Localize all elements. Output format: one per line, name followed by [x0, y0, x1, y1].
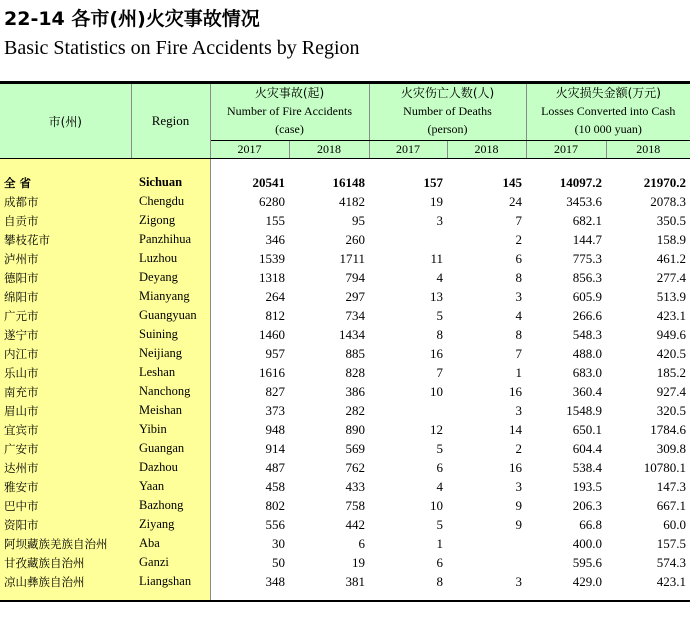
table-row — [0, 230, 690, 249]
value-cell-los2017: 548.3 — [572, 326, 602, 342]
value-cell-dea2017: 8 — [369, 572, 447, 601]
value-cell-acc2018: 442 — [345, 516, 365, 532]
header-region: Region — [131, 83, 210, 159]
value-cell-los2017: 595.6 — [572, 554, 602, 570]
city-cell: 全 省 — [0, 159, 131, 193]
value-cell-dea2017: 4 — [436, 478, 443, 494]
value-cell-acc2018: 1711 — [339, 250, 365, 266]
value-cell-dea2018: 14 — [509, 421, 522, 437]
region-cell: Guangan — [131, 439, 210, 458]
page-title-en: Basic Statistics on Fire Accidents by Region — [4, 37, 360, 59]
table-row — [0, 192, 690, 211]
table-row — [0, 458, 690, 477]
value-cell-acc2018: 282 — [345, 402, 365, 418]
value-cell-acc2017: 556 — [265, 516, 285, 532]
value-cell-dea2017 — [369, 230, 447, 249]
value-cell-dea2018: 6 — [515, 250, 522, 266]
value-cell-dea2018: 4 — [515, 307, 522, 323]
table-body — [0, 159, 690, 602]
region-cell: Ziyang — [131, 515, 210, 534]
header-accidents-cn: 火灾事故(起) — [254, 86, 325, 100]
table-row — [0, 268, 690, 287]
value-cell-dea2018 — [447, 534, 526, 553]
value-cell-acc2017: 348 — [210, 572, 289, 601]
city-cell: 南充市 — [0, 382, 131, 401]
city-cell: 广元市 — [0, 306, 131, 325]
value-cell-dea2018: 9 — [515, 497, 522, 513]
city-cell: 凉山彝族自治州 — [0, 572, 131, 601]
value-cell-acc2018: 260 — [345, 231, 365, 247]
header-losses-en: Losses Converted into Cash — [541, 104, 676, 118]
region-cell: Chengdu — [131, 192, 210, 211]
value-cell-los2018: 10780.1 — [643, 459, 687, 475]
value-cell-los2018: 513.9 — [656, 288, 687, 304]
header-losses — [526, 83, 690, 141]
header-accidents — [210, 83, 369, 141]
value-cell-los2017: 206.3 — [572, 497, 602, 513]
value-cell-dea2017: 10 — [430, 497, 443, 513]
header-year: 2018 — [289, 141, 369, 159]
value-cell-acc2018: 16148 — [332, 174, 365, 190]
value-cell-acc2017: 30 — [272, 535, 285, 551]
city-cell: 资阳市 — [0, 515, 131, 534]
table-row — [0, 306, 690, 325]
value-cell-dea2018: 8 — [515, 269, 522, 285]
region-cell: Panzhihua — [131, 230, 210, 249]
table-row — [0, 344, 690, 363]
value-cell-los2018: 423.1 — [656, 307, 687, 323]
header-deaths-en: Number of Deaths — [403, 104, 492, 118]
value-cell-los2017: 144.7 — [572, 231, 602, 247]
region-cell: Leshan — [131, 363, 210, 382]
value-cell-acc2018: 433 — [345, 478, 365, 494]
value-cell-acc2017: 948 — [265, 421, 285, 437]
header-year: 2017 — [369, 141, 447, 159]
value-cell-acc2017: 155 — [265, 212, 285, 228]
value-cell-los2018: 157.5 — [656, 535, 687, 551]
value-cell-dea2018: 3 — [515, 288, 522, 304]
value-cell-los2018: 949.6 — [656, 326, 687, 342]
value-cell-dea2017: 11 — [430, 250, 443, 266]
header-losses-cn: 火灾损失金额(万元) — [555, 86, 661, 100]
value-cell-acc2018: 95 — [352, 212, 365, 228]
value-cell-acc2017: 264 — [265, 288, 285, 304]
region-cell: Dazhou — [131, 458, 210, 477]
value-cell-dea2018: 2 — [515, 440, 522, 456]
value-cell-los2018: 320.5 — [656, 402, 687, 418]
value-cell-dea2017: 157 — [423, 174, 443, 190]
value-cell-acc2018: 762 — [345, 459, 365, 475]
header-city: 市(州) — [0, 83, 131, 159]
city-cell: 内江市 — [0, 344, 131, 363]
table-row — [0, 363, 690, 382]
value-cell-los2017: 429.0 — [526, 572, 606, 601]
value-cell-dea2018: 16 — [509, 459, 522, 475]
value-cell-acc2017: 827 — [265, 383, 285, 399]
region-cell: Mianyang — [131, 287, 210, 306]
value-cell-los2018: 2078.3 — [650, 193, 687, 209]
value-cell-los2018: 350.5 — [656, 212, 687, 228]
value-cell-los2017: 3453.6 — [566, 193, 602, 209]
value-cell-los2018: 60.0 — [663, 516, 687, 532]
value-cell-los2017: 488.0 — [572, 345, 602, 361]
value-cell-acc2018: 1434 — [339, 326, 365, 342]
value-cell-acc2017: 1318 — [259, 269, 285, 285]
value-cell-acc2017: 6280 — [259, 193, 285, 209]
city-cell: 巴中市 — [0, 496, 131, 515]
value-cell-los2017: 1548.9 — [566, 402, 602, 418]
value-cell-acc2017: 20541 — [252, 174, 285, 190]
table-row — [0, 420, 690, 439]
value-cell-acc2017: 458 — [265, 478, 285, 494]
value-cell-acc2017: 914 — [265, 440, 285, 456]
value-cell-los2017: 856.3 — [572, 269, 602, 285]
header-losses-unit: (10 000 yuan) — [574, 122, 642, 136]
value-cell-los2017: 538.4 — [572, 459, 602, 475]
region-cell: Deyang — [131, 268, 210, 287]
value-cell-los2017: 650.1 — [572, 421, 602, 437]
value-cell-dea2017: 1 — [436, 535, 443, 551]
value-cell-dea2018: 7 — [515, 345, 522, 361]
value-cell-dea2017: 3 — [436, 212, 443, 228]
value-cell-dea2017: 16 — [430, 345, 443, 361]
table-row — [0, 515, 690, 534]
region-cell: Ganzi — [131, 553, 210, 572]
value-cell-dea2017 — [369, 401, 447, 420]
value-cell-dea2018: 3 — [515, 478, 522, 494]
value-cell-los2018: 423.1 — [606, 572, 690, 601]
region-cell: Guangyuan — [131, 306, 210, 325]
value-cell-dea2018: 16 — [509, 383, 522, 399]
value-cell-dea2017: 4 — [436, 269, 443, 285]
region-cell: Yaan — [131, 477, 210, 496]
city-cell: 泸州市 — [0, 249, 131, 268]
value-cell-los2017: 193.5 — [572, 478, 602, 494]
value-cell-acc2017: 957 — [265, 345, 285, 361]
value-cell-dea2017: 6 — [436, 459, 443, 475]
value-cell-dea2018: 3 — [447, 572, 526, 601]
value-cell-los2017: 683.0 — [572, 364, 602, 380]
value-cell-los2018: 309.8 — [656, 440, 687, 456]
value-cell-los2017: 682.1 — [572, 212, 602, 228]
city-cell: 绵阳市 — [0, 287, 131, 306]
value-cell-acc2017: 812 — [265, 307, 285, 323]
value-cell-acc2018: 386 — [345, 383, 365, 399]
value-cell-los2017: 360.4 — [572, 383, 602, 399]
value-cell-acc2018: 890 — [345, 421, 365, 437]
region-cell: Liangshan — [131, 572, 210, 601]
city-cell: 宜宾市 — [0, 420, 131, 439]
value-cell-acc2017: 1539 — [259, 250, 285, 266]
table-row — [0, 553, 690, 572]
value-cell-acc2017: 346 — [265, 231, 285, 247]
header-accidents-en: Number of Fire Accidents — [227, 104, 352, 118]
value-cell-dea2018: 8 — [515, 326, 522, 342]
value-cell-los2017: 14097.2 — [559, 174, 602, 190]
region-cell: Nanchong — [131, 382, 210, 401]
value-cell-dea2017: 7 — [436, 364, 443, 380]
value-cell-dea2017: 5 — [436, 516, 443, 532]
header-deaths — [369, 83, 526, 141]
city-cell: 雅安市 — [0, 477, 131, 496]
value-cell-acc2018: 569 — [345, 440, 365, 456]
value-cell-los2018: 574.3 — [656, 554, 687, 570]
value-cell-dea2017: 5 — [436, 440, 443, 456]
value-cell-dea2017: 8 — [436, 326, 443, 342]
table-row — [0, 287, 690, 306]
value-cell-acc2018: 19 — [352, 554, 365, 570]
city-cell: 甘孜藏族自治州 — [0, 553, 131, 572]
table-row — [0, 325, 690, 344]
value-cell-dea2018: 3 — [515, 402, 522, 418]
header-year: 2018 — [606, 141, 690, 159]
value-cell-dea2018: 145 — [502, 174, 522, 190]
table-row — [0, 496, 690, 515]
table-row — [0, 572, 690, 601]
value-cell-los2018: 21970.2 — [643, 174, 687, 190]
value-cell-dea2017: 5 — [436, 307, 443, 323]
value-cell-dea2018: 1 — [515, 364, 522, 380]
value-cell-los2018: 185.2 — [656, 364, 687, 380]
value-cell-los2018: 1784.6 — [650, 421, 687, 437]
value-cell-acc2017: 802 — [265, 497, 285, 513]
page-title-cn: 22-14 各市(州)火灾事故情况 — [4, 8, 260, 30]
value-cell-dea2018: 9 — [515, 516, 522, 532]
value-cell-acc2017: 1616 — [259, 364, 285, 380]
header-year: 2017 — [526, 141, 606, 159]
value-cell-los2017: 605.9 — [572, 288, 602, 304]
value-cell-acc2018: 734 — [345, 307, 365, 323]
value-cell-los2018: 277.4 — [656, 269, 687, 285]
table-row-total — [0, 159, 690, 193]
value-cell-los2018: 147.3 — [656, 478, 687, 494]
table-row — [0, 439, 690, 458]
value-cell-dea2018: 24 — [509, 193, 522, 209]
table-row — [0, 249, 690, 268]
fire-accidents-table — [0, 81, 690, 602]
value-cell-los2017: 400.0 — [572, 535, 602, 551]
value-cell-dea2017: 13 — [430, 288, 443, 304]
value-cell-acc2017: 487 — [265, 459, 285, 475]
value-cell-dea2017: 12 — [430, 421, 443, 437]
value-cell-los2017: 266.6 — [572, 307, 602, 323]
value-cell-acc2017: 50 — [272, 554, 285, 570]
value-cell-acc2018: 758 — [345, 497, 365, 513]
value-cell-dea2017: 10 — [430, 383, 443, 399]
city-cell: 成都市 — [0, 192, 131, 211]
region-cell: Aba — [131, 534, 210, 553]
header-deaths-cn: 火灾伤亡人数(人) — [400, 86, 495, 100]
table-row — [0, 534, 690, 553]
city-cell: 眉山市 — [0, 401, 131, 420]
region-cell: Sichuan — [131, 159, 210, 193]
region-cell: Suining — [131, 325, 210, 344]
region-cell: Bazhong — [131, 496, 210, 515]
region-cell: Yibin — [131, 420, 210, 439]
region-cell: Meishan — [131, 401, 210, 420]
value-cell-acc2018: 4182 — [339, 193, 365, 209]
value-cell-dea2018: 2 — [515, 231, 522, 247]
value-cell-los2018: 461.2 — [656, 250, 687, 266]
value-cell-los2018: 927.4 — [656, 383, 687, 399]
value-cell-los2018: 667.1 — [656, 497, 687, 513]
value-cell-dea2017: 19 — [430, 193, 443, 209]
region-cell: Zigong — [131, 211, 210, 230]
value-cell-los2017: 775.3 — [572, 250, 602, 266]
header-year: 2018 — [447, 141, 526, 159]
value-cell-acc2018: 794 — [345, 269, 365, 285]
value-cell-acc2018: 885 — [345, 345, 365, 361]
value-cell-acc2017: 373 — [265, 402, 285, 418]
region-cell: Luzhou — [131, 249, 210, 268]
value-cell-dea2018 — [447, 553, 526, 572]
table-row — [0, 382, 690, 401]
value-cell-dea2018: 7 — [515, 212, 522, 228]
city-cell: 攀枝花市 — [0, 230, 131, 249]
value-cell-acc2018: 297 — [345, 288, 365, 304]
value-cell-acc2017: 1460 — [259, 326, 285, 342]
value-cell-los2017: 604.4 — [572, 440, 602, 456]
city-cell: 乐山市 — [0, 363, 131, 382]
value-cell-acc2018: 6 — [358, 535, 365, 551]
city-cell: 广安市 — [0, 439, 131, 458]
value-cell-los2018: 158.9 — [656, 231, 687, 247]
value-cell-los2017: 66.8 — [579, 516, 602, 532]
region-cell: Neijiang — [131, 344, 210, 363]
value-cell-acc2018: 381 — [289, 572, 369, 601]
table-row — [0, 211, 690, 230]
table-row — [0, 401, 690, 420]
city-cell: 德阳市 — [0, 268, 131, 287]
value-cell-acc2018: 828 — [345, 364, 365, 380]
city-cell: 遂宁市 — [0, 325, 131, 344]
header-year: 2017 — [210, 141, 289, 159]
value-cell-dea2017: 6 — [436, 554, 443, 570]
city-cell: 达州市 — [0, 458, 131, 477]
value-cell-los2018: 420.5 — [656, 345, 687, 361]
table-row — [0, 477, 690, 496]
city-cell: 阿坝藏族羌族自治州 — [0, 534, 131, 553]
header-accidents-unit: (case) — [275, 122, 304, 136]
header-deaths-unit: (person) — [427, 122, 468, 136]
city-cell: 自贡市 — [0, 211, 131, 230]
